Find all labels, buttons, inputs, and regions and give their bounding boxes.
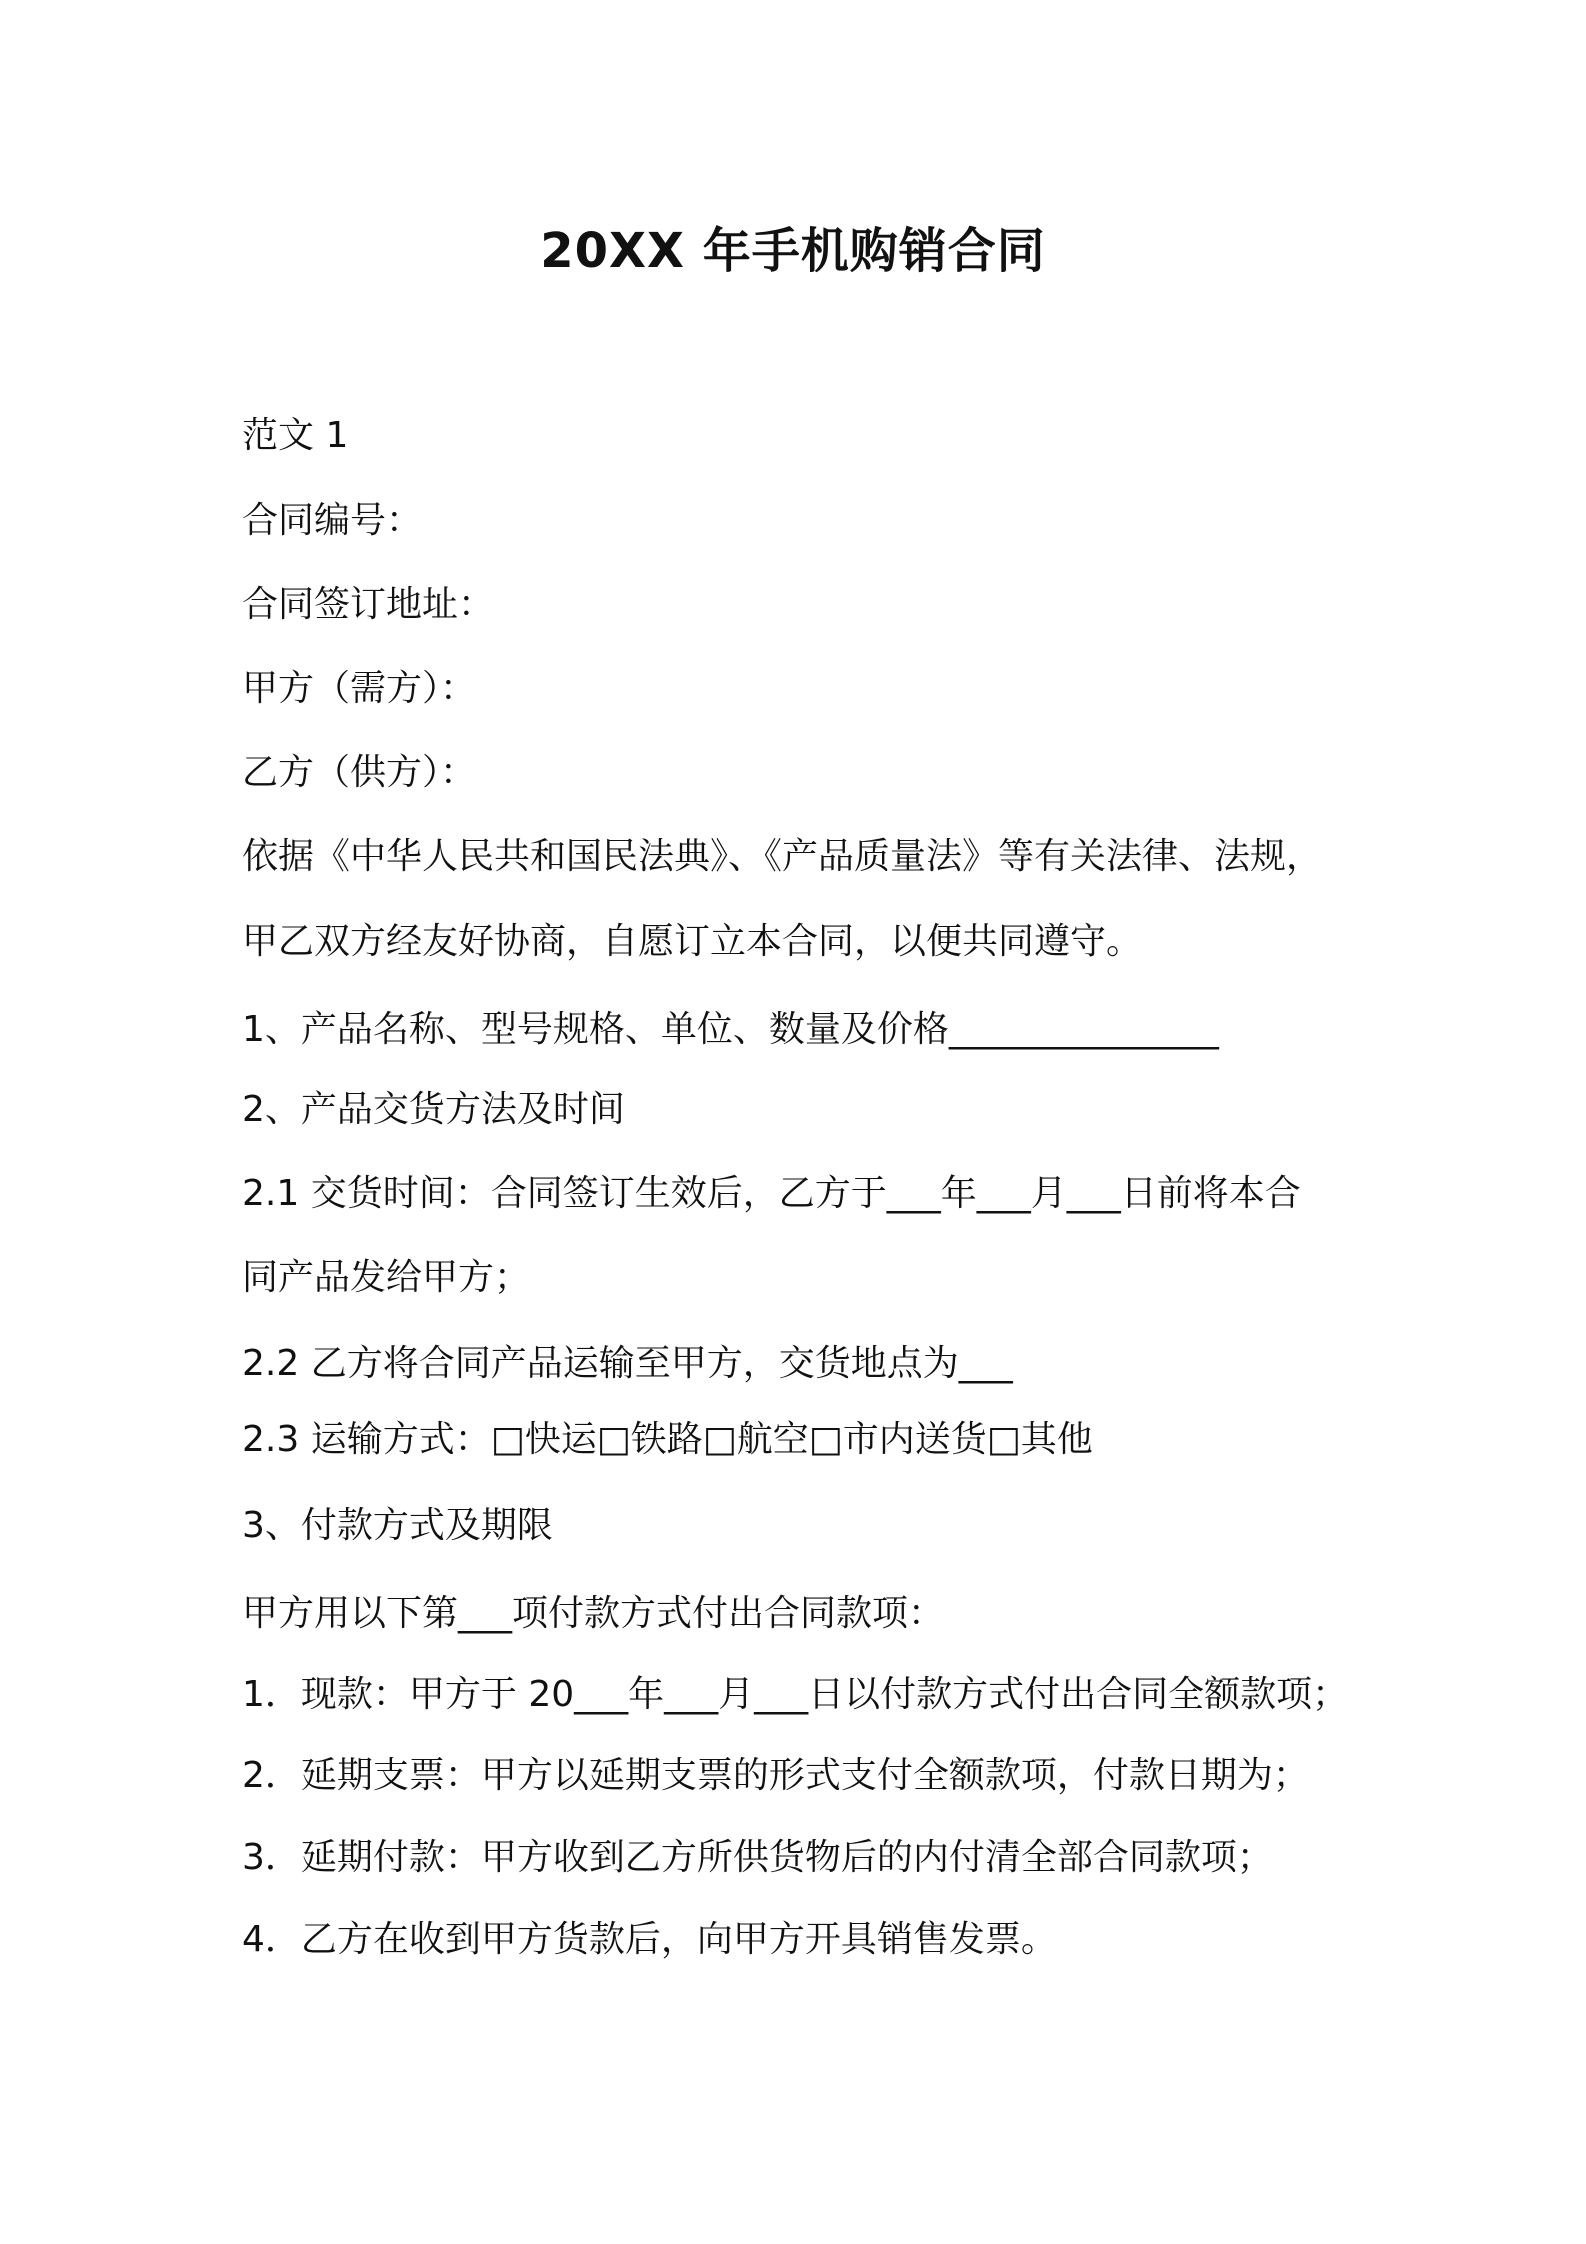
signing-address-field: 合同签订地址： xyxy=(242,584,495,625)
party-a-field: 甲方（需方）： xyxy=(242,668,477,709)
clause-2-1-line-2: 同产品发给甲方； xyxy=(242,1257,531,1298)
payment-item-4: 4．乙方在收到甲方货款后，向甲方开具销售发票。 xyxy=(242,1919,1057,1960)
party-b-field: 乙方（供方）： xyxy=(242,752,477,793)
preamble-line-2: 甲乙双方经友好协商，自愿订立本合同，以便共同遵守。 xyxy=(242,921,1143,962)
clause-2-2: 2.2 乙方将合同产品运输至甲方，交货地点为___ xyxy=(242,1343,1013,1384)
preamble-line-1: 依据《中华人民共和国民法典》、《产品质量法》等有关法律、法规， xyxy=(242,836,1323,877)
contract-number-field: 合同编号： xyxy=(242,500,423,541)
clause-2-3: 2.3 运输方式：□快运□铁路□航空□市内送货□其他 xyxy=(242,1419,1093,1460)
document-title: 20XX 年手机购销合同 xyxy=(540,223,1046,279)
sample-label: 范文 1 xyxy=(242,415,349,456)
clause-3-heading: 3、付款方式及期限 xyxy=(242,1505,553,1546)
clause-2-heading: 2、产品交货方法及时间 xyxy=(242,1089,625,1130)
clause-1: 1、产品名称、型号规格、单位、数量及价格_______________ xyxy=(242,1009,1219,1050)
payment-item-3: 3．延期付款：甲方收到乙方所供货物后的内付清全部合同款项； xyxy=(242,1837,1273,1878)
clause-2-1-line-1: 2.1 交货时间：合同签订生效后，乙方于___年___月___日前将本合 xyxy=(242,1173,1301,1214)
payment-item-2: 2．延期支票：甲方以延期支票的形式支付全额款项，付款日期为； xyxy=(242,1755,1309,1796)
payment-item-1: 1．现款：甲方于 20___年___月___日以付款方式付出合同全额款项； xyxy=(242,1674,1349,1715)
payment-option-line: 甲方用以下第___项付款方式付出合同款项： xyxy=(242,1593,945,1634)
